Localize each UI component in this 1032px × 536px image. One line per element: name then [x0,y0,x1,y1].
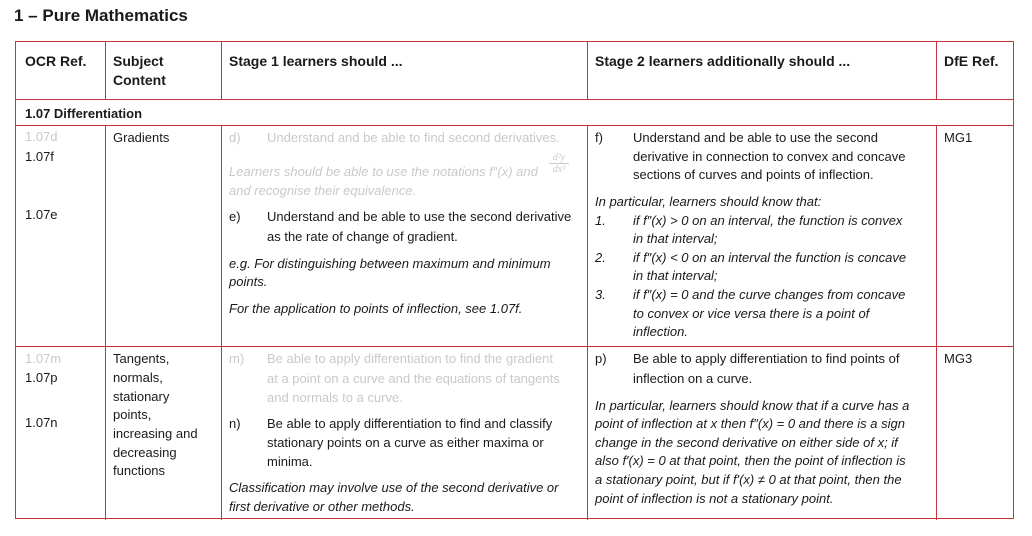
list-item-2-line2: in that interval; [633,268,718,283]
note-d-line2: and recognise their equivalence. [229,183,417,198]
item-text-p-line1: Be able to apply differentiation to find points of [633,351,900,366]
ref-1-07m: 1.07m [25,351,62,366]
header-stage2: Stage 2 learners additionally should ... [595,53,851,69]
note-n-line1: Classification may involve use of the second derivative or [229,480,559,495]
note-p-line: In particular, learners should know that if a curve has a [595,398,910,413]
item-label-f: f) [595,130,603,145]
section-title: 1 – Pure Mathematics [14,6,188,25]
list-item-1-line1: if f″(x) > 0 on an interval, the function is convex [633,213,903,228]
item-text-e-line2: as the rate of change of gradient. [267,229,458,244]
header-subject-content-line1: Subject [113,53,164,69]
list-item-2-line1: if f″(x) < 0 on an interval the function is concave [633,250,907,265]
col-divider [105,42,106,99]
row-divider [16,346,1013,347]
specification-table [15,41,1014,519]
item-text-m-line3: and normals to a curve. [267,390,403,405]
subject-line: points, [113,407,152,422]
fraction-second-derivative [549,152,569,175]
subject-line: Tangents, [113,351,170,366]
note-e-line1: e.g. For distinguishing between maximum and minimum [229,256,551,271]
note-p-line: also f′(x) = 0 at that point, then the point of inflection is [595,453,906,468]
item-text-f-line3: sections of curves and points of inflection. [633,167,874,182]
ref-1-07n: 1.07n [25,415,58,430]
subject-line: decreasing [113,445,177,460]
col-divider [587,42,588,99]
note-d-line1: Learners should be able to use the notations f″(x) and [229,164,538,179]
ref-1-07d: 1.07d [25,129,58,144]
list-item-3-line1: if f″(x) = 0 and the curve changes from concave [633,287,906,302]
item-label-e: e) [229,209,241,224]
subject-line: increasing and [113,426,198,441]
item-text-m-line2: at a point on a curve and the equations of tangents [267,371,560,386]
item-label-m: m) [229,351,245,366]
item-text-m-line1: Be able to apply differentiation to find the gradient [267,351,553,366]
ref-1-07p: 1.07p [25,370,58,385]
item-text-f-line1: Understand and be able to use the second [633,130,879,145]
item-text-n-line1: Be able to apply differentiation to find and classify [267,416,553,431]
note-n-line2: first derivative or other methods. [229,499,415,514]
list-num-3: 3. [595,287,606,302]
item-text-d: Understand and be able to find second derivatives. [267,130,560,145]
col-divider [936,42,937,99]
list-item-1-line2: in that interval; [633,231,718,246]
ref-1-07e: 1.07e [25,207,58,222]
item-text-n-line2: stationary points on a curve as either maxima or [267,435,544,450]
row-divider [16,125,1013,126]
col-divider [105,125,106,520]
subject-line: functions [113,463,166,478]
topic-title: 1.07 Differentiation [25,106,143,121]
header-stage1: Stage 1 learners should ... [229,53,403,69]
list-num-1: 1. [595,213,606,228]
note-e-line2: points. [229,274,268,289]
ref-1-07f: 1.07f [25,149,54,164]
note-p-line: a stationary point, but if f′(x) ≠ 0 at that point, then the [595,472,902,487]
fraction-denominator: dx² [549,163,569,175]
header-ocr-ref: OCR Ref. [25,53,87,69]
col-divider [936,125,937,520]
col-divider [221,125,222,520]
subject-gradients: Gradients [113,130,170,145]
fraction-numerator: d²y [552,152,566,163]
col-divider [221,42,222,99]
item-label-d: d) [229,130,241,145]
item-text-p-line2: inflection on a curve. [633,371,753,386]
note-p-line: point of inflection is not a stationary point. [595,491,834,506]
item-label-p: p) [595,351,607,366]
note-e-line3: For the application to points of inflection, see 1.07f. [229,301,523,316]
subject-line: stationary [113,389,170,404]
list-item-3-line3: inflection. [633,324,688,339]
subject-line: normals, [113,370,163,385]
stage2-intro: In particular, learners should know that: [595,194,822,209]
header-subject-content-line2: Content [113,72,166,88]
note-p-line: point of inflection at x then f″(x) = 0 and there is a sign [595,416,905,431]
item-text-e-line1: Understand and be able to use the second derivative [267,209,572,224]
note-p-line: change in the second derivative on either side of x; if [595,435,898,450]
header-dfe-ref: DfE Ref. [944,53,999,69]
list-num-2: 2. [595,250,606,265]
dfe-ref-mg1: MG1 [944,130,973,145]
row-divider [16,99,1013,100]
list-item-3-line2: to convex or vice versa there is a point of [633,306,870,321]
item-label-n: n) [229,416,241,431]
dfe-ref-mg3: MG3 [944,351,973,366]
item-text-f-line2: derivative in connection to convex and concave [633,149,906,164]
col-divider [587,125,588,520]
item-text-n-line3: minima. [267,454,313,469]
